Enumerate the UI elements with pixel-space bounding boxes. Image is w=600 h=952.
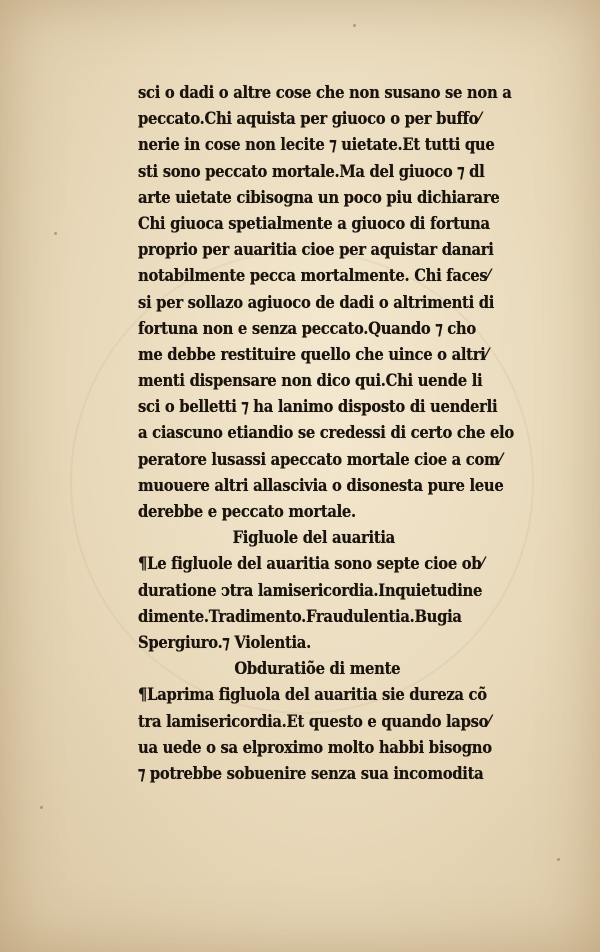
text-line: menti dispensare non dico qui.Chi uende li bbox=[138, 371, 483, 392]
text-line: tra lamisericordia.Et questo e quando lapso⁄ bbox=[138, 711, 491, 732]
section-heading: Figluole del auaritia bbox=[232, 528, 395, 549]
text-line: me debbe restituire quello che uince o altri⁄ bbox=[138, 344, 488, 365]
text-line: peccato.Chi aquista per giuoco o per buffo⁄ bbox=[138, 109, 481, 130]
paper-speck bbox=[557, 858, 560, 861]
text-line: fortuna non e senza peccato.Quando ⁊ cho bbox=[138, 318, 476, 339]
text-line: arte uietate cibisogna un poco piu dichiarare bbox=[138, 187, 500, 208]
text-line: ¶Le figluole del auaritia sono septe cioe ob⁄ bbox=[138, 554, 484, 575]
text-block bbox=[138, 80, 558, 787]
text-line: Spergiuro.⁊ Violentia. bbox=[138, 632, 311, 653]
text-line: Chi giuoca spetialmente a giuoco di fortuna bbox=[138, 213, 490, 234]
text-line: sci o dadi o altre cose che non susano se non a bbox=[138, 83, 512, 103]
paper-speck bbox=[40, 806, 43, 809]
text-line: derebbe e peccato mortale. bbox=[138, 502, 356, 522]
text-line: sti sono peccato mortale.Ma del giuoco ⁊ dl bbox=[138, 161, 485, 182]
paper-speck bbox=[353, 24, 356, 27]
text-line: a ciascuno etiandio se credessi di certo che elo bbox=[138, 423, 514, 444]
text-line: ⁊ potrebbe sobuenire senza sua incomodita bbox=[138, 763, 484, 784]
text-line: ¶Laprima figluola del auaritia sie dureza cõ bbox=[138, 685, 487, 706]
text-line: duratione ↄtra lamisericordia.Inquietudine bbox=[138, 580, 483, 601]
text-line: dimente.Tradimento.Fraudulentia.Bugia bbox=[138, 606, 462, 627]
text-line: si per sollazo agiuoco de dadi o altrimenti di bbox=[138, 292, 495, 313]
text-line: sci o belletti ⁊ ha lanimo disposto di uenderli bbox=[138, 397, 498, 418]
text-line: muouere altri allascivia o disonesta pure leue bbox=[138, 475, 504, 496]
text-line: notabilmente pecca mortalmente. Chi faces⁄ bbox=[138, 266, 490, 287]
text-line: peratore lusassi apeccato mortale cioe a com⁄ bbox=[138, 449, 502, 470]
paper-speck bbox=[54, 232, 57, 235]
text-line: nerie in cose non lecite ⁊ uietate.Et tutti que bbox=[138, 135, 495, 156]
section-heading: Obduratiõe di mente bbox=[234, 659, 401, 680]
text-line: proprio per auaritia cioe per aquistar danari bbox=[138, 240, 494, 261]
text-line: ua uede o sa elproximo molto habbi bisogno bbox=[138, 737, 492, 758]
